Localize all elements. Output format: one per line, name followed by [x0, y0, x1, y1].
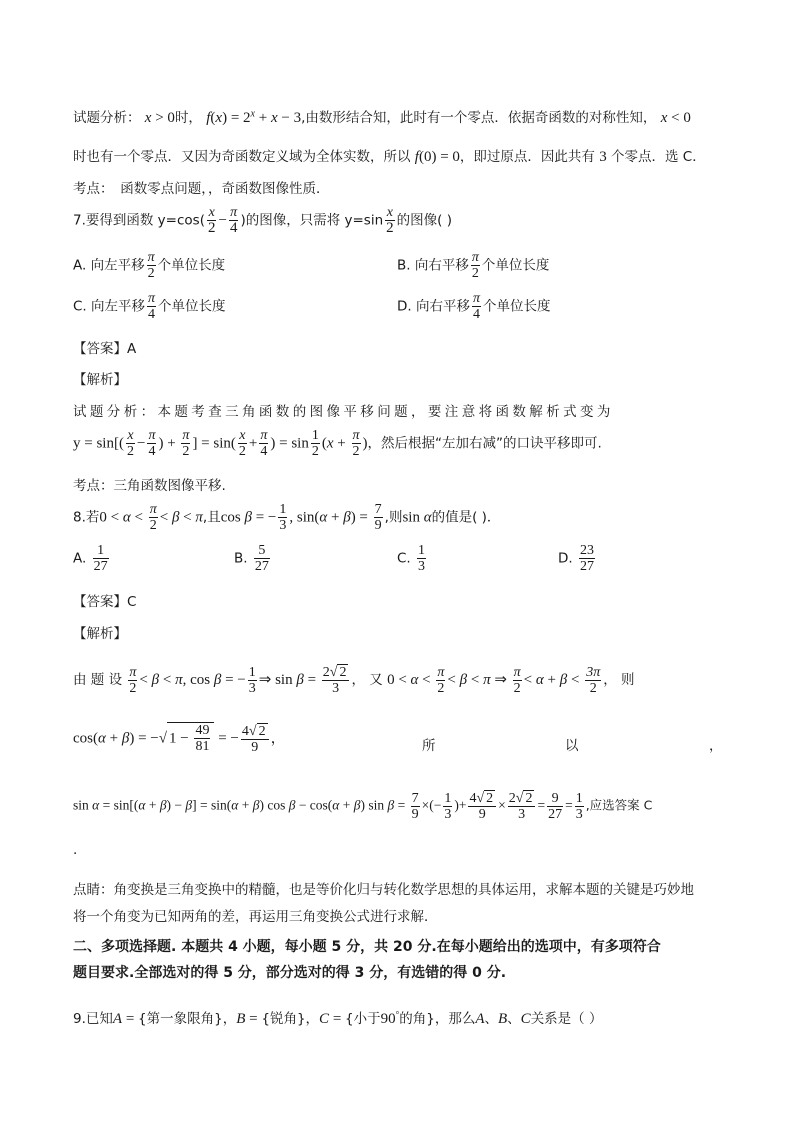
option-unit: 个单位长度 [483, 298, 551, 315]
q7-stem-text: 的图像( ) [396, 212, 452, 229]
analysis6-kaodian: 考点： 函数零点问题，，奇函数图像性质． [73, 181, 330, 197]
answer-tag: 【答案】 [73, 341, 127, 357]
set-c: 的角} [399, 1011, 435, 1027]
q8-option-a[interactable] [73, 543, 111, 574]
q8-solution-line2: cos(α + β) = −√ 1 − $\frac{49}{81}$ = − $\frac{4√ 2}{9}$ ， 所 以 ， [73, 723, 723, 755]
solution-text: 以 [565, 738, 579, 754]
q9-stem: 9.已知A = {第一象限角}，B = {锐角}，C = {小于90°的角}，那么A、B、C关系是（ ） [73, 1009, 603, 1027]
q7-analysis-line2: y = sin[( $\frac{x}{2}$ − $\frac{\pi}{4}$ ) + $\frac{\pi}{2}$ ] = sin( $\frac{x}{2}$ + $\frac{\pi}{4}$ ) = sin $\frac{1}{2}$ (x + $\frac{\pi}{2}$ )，然后根据“左加右减”的口诀平移即可. [73, 428, 602, 459]
option-num: π [472, 291, 480, 306]
answer-tag: 【答案】 [73, 594, 127, 610]
answer-value: A [127, 341, 137, 357]
analysis-text: 个零点．选 C． [611, 149, 706, 165]
q9-stem-text: 关系是（ ） [530, 1011, 603, 1027]
option-den: 2 [471, 266, 479, 281]
q7-answer [73, 337, 746, 357]
analysis-text: 时也有一个零点．又因为奇函数定义域为全体实数，所以 [73, 149, 411, 165]
option-dir: 向左平移 [90, 257, 145, 274]
option-den: 4 [472, 307, 480, 322]
option-unit: 个单位长度 [157, 257, 226, 274]
section2-line1: 二、多项选择题. 本题共 4 小题，每小题 5 分，共 20 分.在每小题给出的选项中，有多项符合 [73, 939, 661, 955]
option-num: 1 [418, 543, 426, 558]
q7-option-d[interactable] [397, 291, 551, 322]
q9-stem-text: ，那么 [434, 1011, 476, 1027]
set-c: {小于 [345, 1011, 381, 1027]
q8-stem: 8.若0 < α < $\frac{\pi}{2}$ < β < π,且cos β = − $\frac{1}{3}$ , sin(α + β) = $\frac{7}{9}$ ,则sin α的值是( )． [73, 502, 501, 533]
q7-kaodian: 考点：三角函数图像平移. [73, 478, 226, 494]
option-den: 2 [147, 266, 155, 281]
option-dir: 向右平移 [414, 257, 469, 274]
q7-stem-text: 7.要得到函数 y=cos( [73, 212, 205, 229]
solution-text: 所 [422, 738, 436, 754]
q7-option-c[interactable] [73, 291, 226, 322]
q7-analysis-line1: 试题分析：本题考查三角函数的图像平移问题，要注意将函数解析式变为 [73, 404, 614, 420]
q9-stem-text: 9.已知 [73, 1011, 113, 1027]
q7-stem-text: )的图像，只需将 y=sin [240, 212, 384, 229]
q7-jiexi-tag: 【解析】 [73, 372, 127, 388]
analysis-text: 时， [174, 110, 202, 126]
analysis-lead: 试题分析： [73, 110, 141, 126]
analysis6-line2: 时也有一个零点．又因为奇函数定义域为全体实数，所以 f(0) = 0，即过原点．因此共有 3 个零点．选 C． [73, 149, 706, 165]
option-letter: B. [397, 257, 411, 274]
solution-text: ， 又 [351, 672, 383, 688]
set-a: {第一象限角} [138, 1011, 223, 1027]
solution-text: 由 题 设 [73, 672, 123, 688]
option-den: 27 [93, 559, 108, 574]
option-letter: A. [73, 257, 87, 274]
q7-option-a[interactable] [73, 250, 225, 281]
option-den: 27 [254, 559, 269, 574]
option-letter: B. [234, 550, 248, 567]
q8-option-d[interactable] [558, 543, 597, 574]
option-den: 27 [579, 559, 594, 574]
solution-text: ， [709, 738, 723, 754]
solution-text: ， 则 [603, 672, 635, 688]
section2-line2: 题目要求.全部选对的得 5 分，部分选对的得 3 分，有选错的得 0 分. [73, 965, 507, 981]
option-dir: 向左平移 [91, 298, 146, 315]
option-letter: A. [73, 550, 87, 567]
q7-stem: 7.要得到函数 y=cos( $\frac{x}{2}$ − $\frac{\pi}{4}$ )的图像，只需将 y=sin $\frac{x}{2}$ 的图像( ) [73, 205, 452, 236]
option-num: 23 [579, 543, 594, 558]
set-b: {锐角} [261, 1011, 306, 1027]
option-letter: D. [558, 550, 573, 567]
analysis6-line1: 试题分析： x > 0时， $f(x) = 2^x + x - 3$,由数形结合知，此时有一个零点．依据奇函数的对称性知， x < 0 [73, 108, 691, 126]
q8-jiexi-tag: 【解析】 [73, 626, 127, 642]
analysis-text: ，即过原点．因此共有 [459, 149, 595, 165]
q8-dianjing-line2: 将一个角变为已知两角的差，再运用三角变换公式进行求解． [73, 909, 438, 925]
q8-option-c[interactable] [397, 543, 428, 574]
q8-stem-text: 8.若 [73, 509, 100, 526]
q8-stem-text: 的值是( )． [431, 509, 501, 526]
option-num: π [147, 250, 155, 265]
q7-option-b[interactable] [397, 250, 549, 281]
option-num: π [148, 291, 156, 306]
zero-count: 3 [599, 149, 607, 165]
analysis-text: ,由数形结合知，此时有一个零点．依据奇函数的对称性知， [301, 110, 657, 126]
option-dir: 向右平移 [415, 298, 470, 315]
option-num: 1 [93, 543, 109, 559]
q8-answer [73, 590, 746, 610]
option-den: 3 [418, 559, 426, 574]
option-num: π [471, 250, 479, 265]
q8-stem-text: 则 [388, 509, 403, 526]
option-letter: D. [397, 298, 412, 315]
option-letter: C. [397, 550, 411, 567]
option-unit: 个单位长度 [481, 257, 550, 274]
option-den: 4 [148, 307, 156, 322]
solution-text: ,应选答案 C [585, 797, 653, 813]
q8-period: . [73, 842, 78, 858]
option-num: 5 [254, 543, 270, 559]
option-letter: C. [73, 298, 87, 315]
q8-solution-line3: sin α = sin[(α + β) − β] = sin(α + β) cos β − cos(α + β) sin β = $\frac{7}{9}$ ×(− $\frac{1}{3}$ )+ $\frac{4√ 2}{9}$ × $\frac{2√ 2}{3}$ = $\frac{9}{27}$ = $\frac{1}{3}$ ,应选答案 C [73, 790, 653, 822]
answer-value: C [127, 594, 137, 610]
q8-dianjing-line1: 点睛：角变换是三角变换中的精髓，也是等价化归与转化数学思想的具体运用，求解本题的关键是巧妙地 [73, 882, 694, 898]
option-unit: 个单位长度 [158, 298, 226, 315]
q8-solution-line1: 由 题 设 $\frac{\pi}{2}$ < β < π, cos β = − $\frac{1}{3}$ ⇒ sin β = $\frac{2√ 2}{3}$ ， 又 0 < α < $\frac{\pi}{2}$ < β < π ⇒ $\frac{\pi}{2}$ < α + β < $\frac{3\pi}{2}$ ， 则 [73, 664, 635, 696]
q8-option-b[interactable] [234, 543, 272, 574]
q7-analysis-tail: ，然后根据“左加右减”的口诀平移即可. [367, 435, 602, 452]
